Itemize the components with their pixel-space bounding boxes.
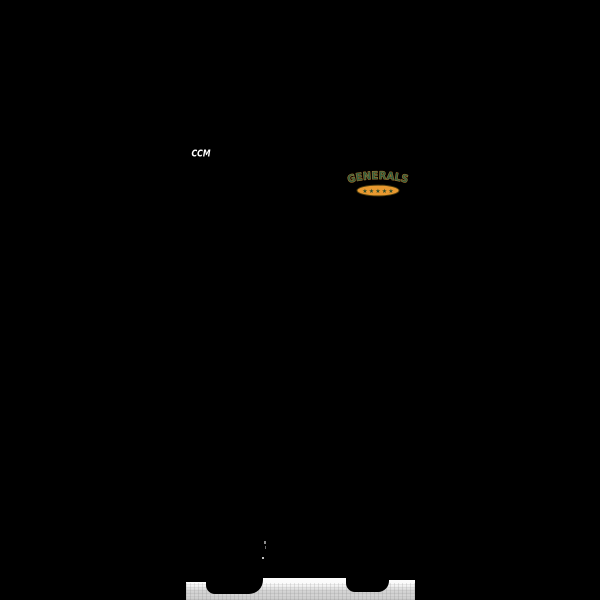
generals-stars: ★★★★★ <box>362 188 395 195</box>
right-pant-leg-cuff <box>346 500 389 592</box>
drawstring-glint <box>264 541 266 544</box>
drawstring-glint <box>262 557 264 559</box>
drawstring-glint <box>265 546 266 549</box>
generals-arched-text: GENERALS <box>346 169 411 186</box>
generals-team-logo <box>342 165 414 199</box>
left-pant-leg-cuff <box>206 500 263 594</box>
ccm-brand-logo <box>188 145 214 160</box>
ccm-logo-text: CCM <box>191 148 211 160</box>
